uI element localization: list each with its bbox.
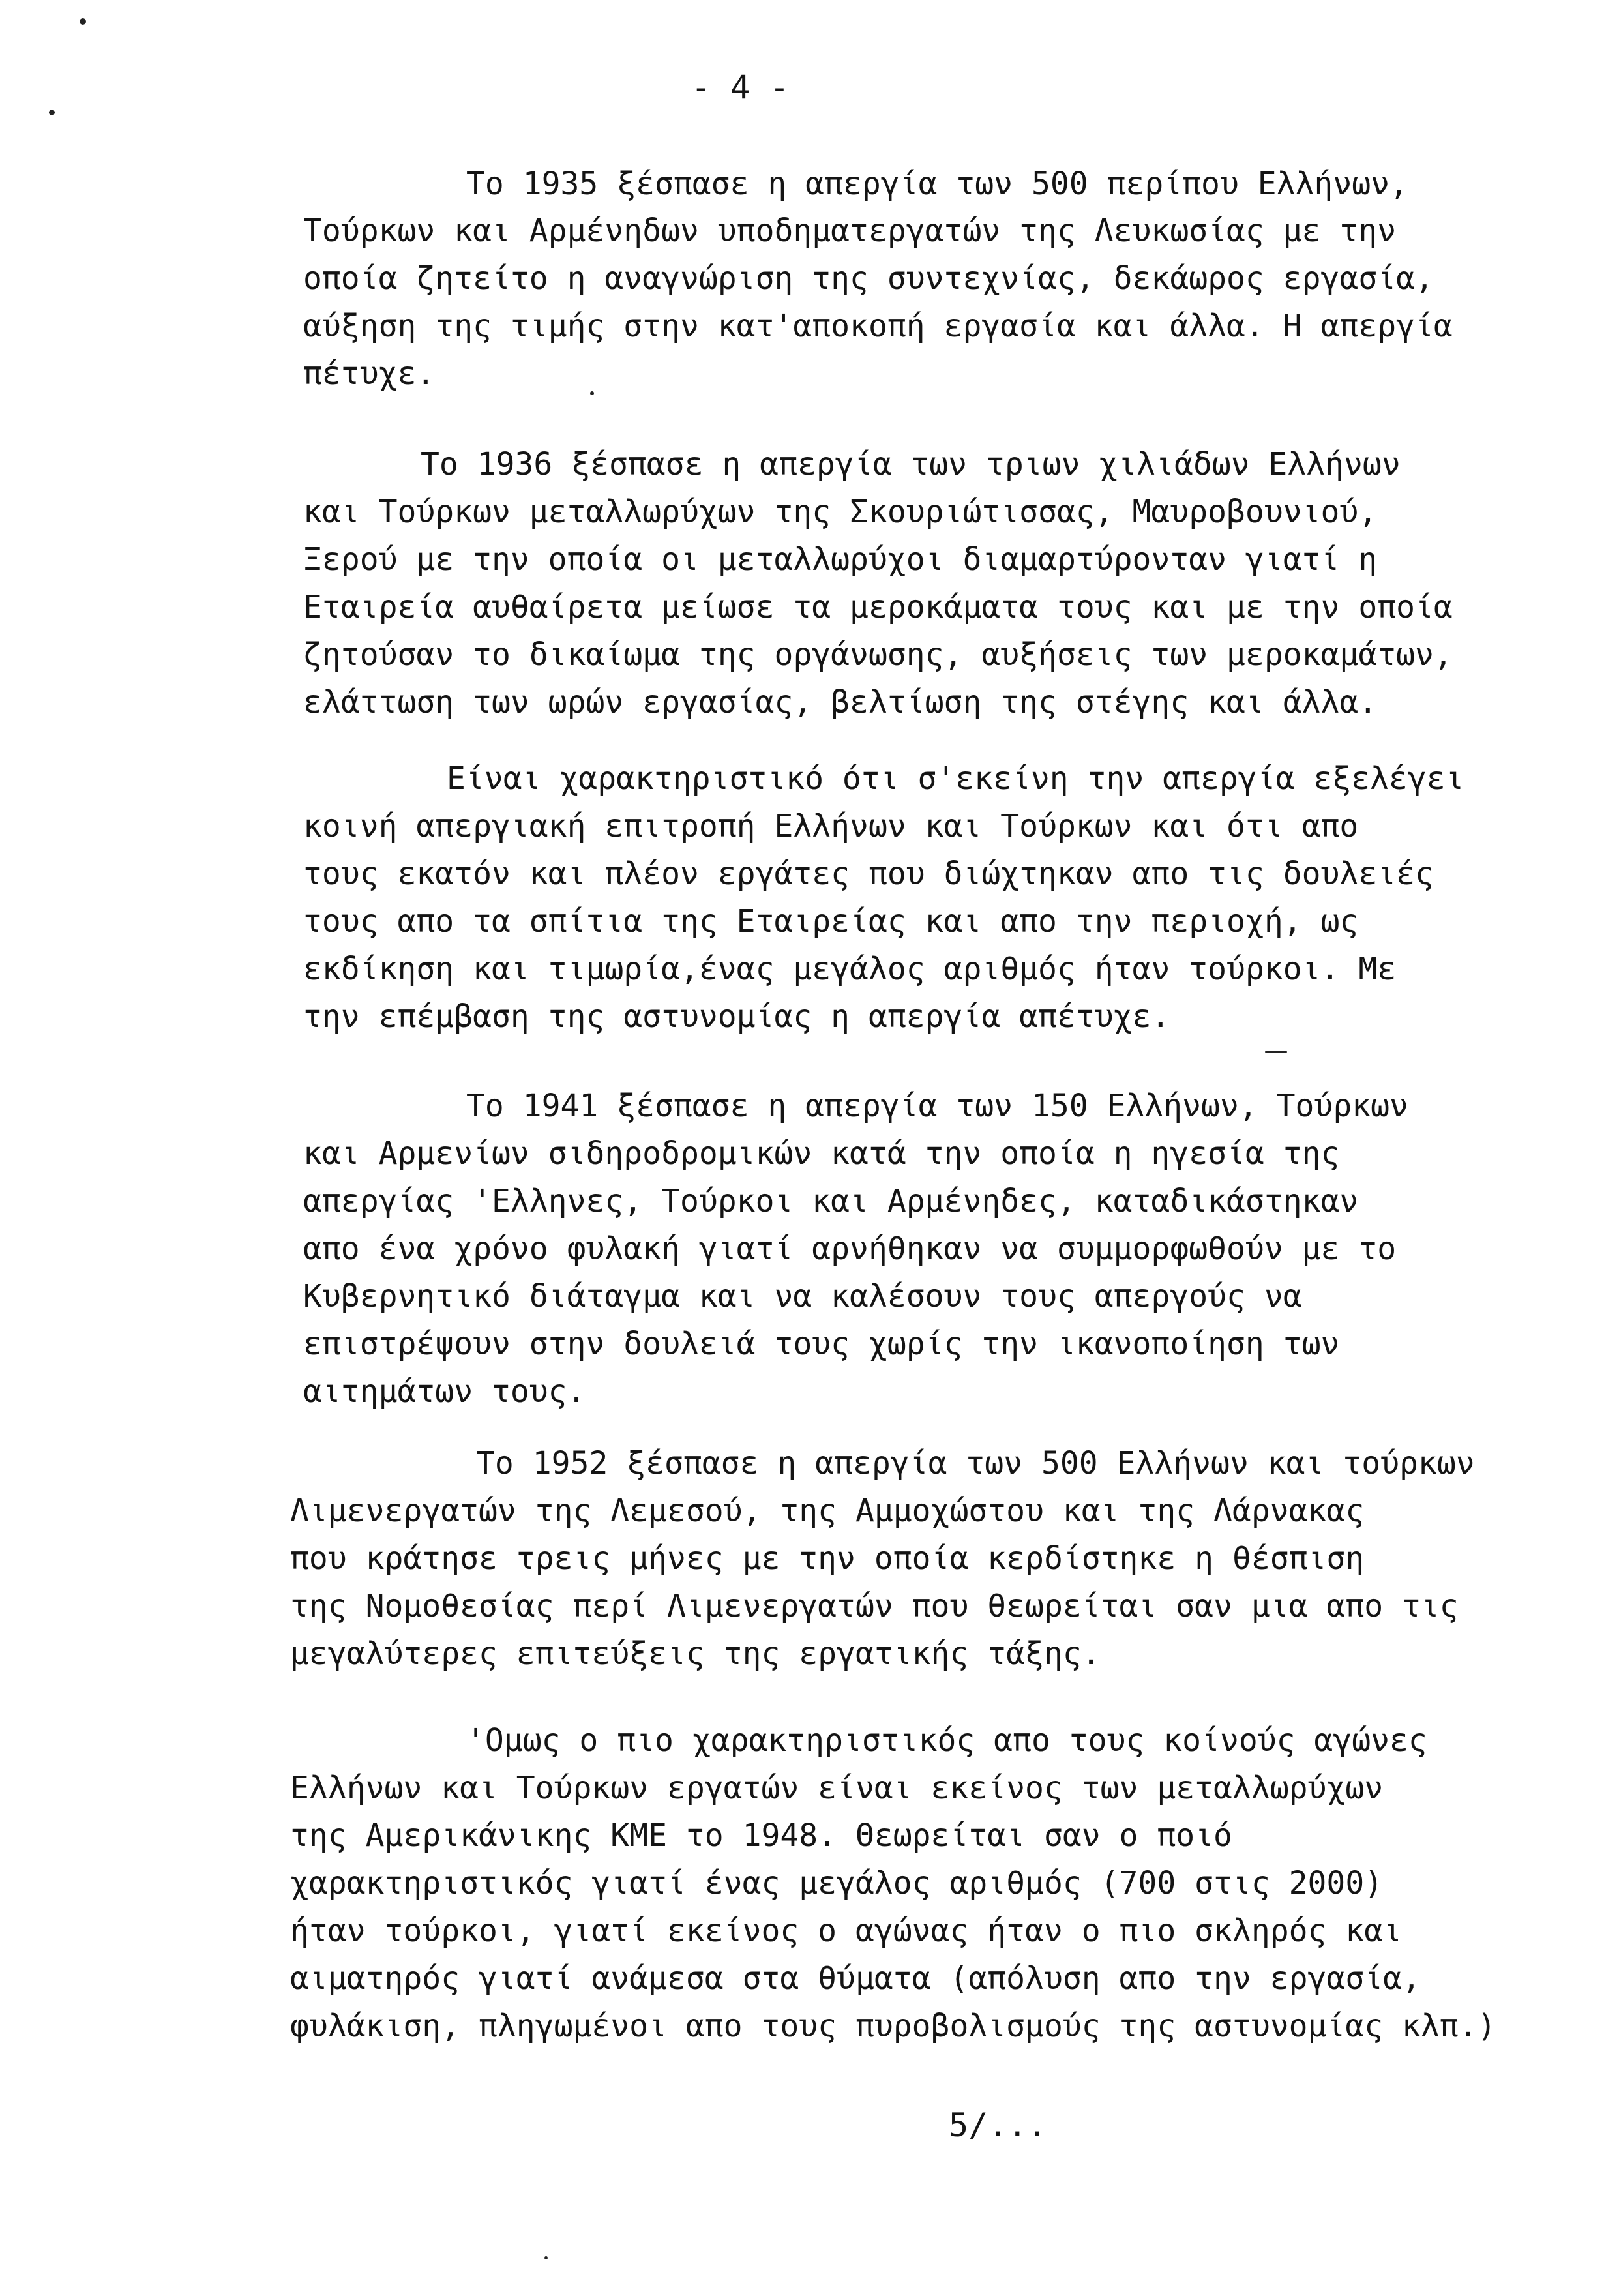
text-line: απο ένα χρόνο φυλακή γιατί αρνήθηκαν να συμμορφωθούν με το — [303, 1230, 1397, 1267]
text-line: μεγαλύτερες επιτεύξεις της εργατικής τάξης. — [290, 1635, 1101, 1672]
text-line: της Αμερικάνικης ΚΜΕ το 1948. Θεωρείται σαν ο ποιό — [290, 1817, 1232, 1854]
text-line: Είναι χαρακτηριστικό ότι σ'εκείνη την απεργία εξελέγει — [447, 760, 1464, 797]
scan-speck — [544, 2256, 548, 2259]
text-line: και Τούρκων μεταλλωρύχων της Σκουριώτισσας, Μαυροβουνιού, — [303, 494, 1378, 530]
text-line: τους απο τα σπίτια της Εταιρείας και απο την περιοχή, ως — [303, 903, 1359, 940]
continuation-marker: 5/... — [949, 2106, 1047, 2144]
text-line: Το 1935 ξέσπασε η απεργία των 500 περίπου Ελλήνων, — [466, 166, 1408, 202]
scan-speck — [49, 110, 55, 115]
text-line: Τούρκων και Αρμένηδων υποδηματεργατών της Λευκωσίας με την — [303, 213, 1397, 249]
text-line: Ξερού με την οποία οι μεταλλωρύχοι διαμαρτύρονταν γιατί η — [303, 541, 1378, 578]
text-line: ήταν τούρκοι, γιατί εκείνος ο αγώνας ήταν ο πιο σκληρός και — [290, 1913, 1403, 1949]
text-line: ζητούσαν το δικαίωμα της οργάνωσης, αυξήσεις των μεροκαμάτων, — [303, 636, 1453, 673]
text-line: Το 1936 ξέσπασε η απεργία των τριων χιλιάδων Ελλήνων — [421, 446, 1401, 483]
text-line: που κράτησε τρεις μήνες με την οποία κερδίστηκε η θέσπιση — [290, 1540, 1365, 1577]
text-line: την επέμβαση της αστυνομίας η απεργία απέτυχε. — [303, 998, 1170, 1035]
scan-speck — [590, 391, 594, 395]
text-line: αιματηρός γιατί ανάμεσα στα θύματα (απόλυση απο την εργασία, — [290, 1960, 1421, 1997]
text-line: τους εκατόν και πλέον εργάτες που διώχτηκαν απο τις δουλειές — [303, 856, 1434, 892]
text-line: οποία ζητείτο η αναγνώριση της συντεχνίας, δεκάωρος εργασία, — [303, 260, 1434, 297]
scan-mark — [1265, 1051, 1287, 1053]
text-line: Εταιρεία αυθαίρετα μείωσε τα μεροκάματα τους και με την οποία — [303, 589, 1453, 625]
text-line: και Αρμενίων σιδηροδρομικών κατά την οποία η ηγεσία της — [303, 1135, 1340, 1172]
text-line: της Νομοθεσίας περί Λιμενεργατών που θεωρείται σαν μια απο τις — [290, 1588, 1459, 1624]
scan-speck — [80, 18, 86, 25]
text-line: κοινή απεργιακή επιτροπή Ελλήνων και Τούρκων και ότι απο — [303, 808, 1359, 844]
text-line: εκδίκηση και τιμωρία,ένας μεγάλος αριθμός ήταν τούρκοι. Με — [303, 951, 1397, 987]
text-line: αύξηση της τιμής στην κατ'αποκοπή εργασία και άλλα. Η απεργία — [303, 308, 1453, 344]
text-line: πέτυχε. — [303, 355, 436, 392]
text-line: Λιμενεργατών της Λεμεσού, της Αμμοχώστου και της Λάρνακας — [290, 1493, 1365, 1529]
text-line: Το 1952 ξέσπασε η απεργία των 500 Ελλήνων και τούρκων — [476, 1445, 1475, 1482]
text-line: χαρακτηριστικός γιατί ένας μεγάλος αριθμός (700 στις 2000) — [290, 1865, 1384, 1901]
text-line: επιστρέψουν στην δουλειά τους χωρίς την ικανοποίηση των — [303, 1326, 1340, 1362]
text-line: ελάττωση των ωρών εργασίας, βελτίωση της στέγης και άλλα. — [303, 684, 1378, 721]
page-number: - 4 - — [691, 68, 790, 106]
text-line: Ελλήνων και Τούρκων εργατών είναι εκείνος των μεταλλωρύχων — [290, 1770, 1384, 1806]
text-line: 'Ομως ο πιο χαρακτηριστικός απο τους κοίνούς αγώνες — [466, 1722, 1427, 1759]
text-line: Κυβερνητικό διάταγμα και να καλέσουν τους απεργούς να — [303, 1278, 1302, 1315]
text-line: Το 1941 ξέσπασε η απεργία των 150 Ελλήνων, Τούρκων — [466, 1088, 1408, 1124]
text-line: φυλάκιση, πληγωμένοι απο τους πυροβολισμούς της αστυνομίας κλπ.) — [290, 2008, 1496, 2044]
text-line: αιτημάτων τους. — [303, 1373, 586, 1410]
text-line: απεργίας 'Ελληνες, Τούρκοι και Αρμένηδες, καταδικάστηκαν — [303, 1183, 1359, 1219]
